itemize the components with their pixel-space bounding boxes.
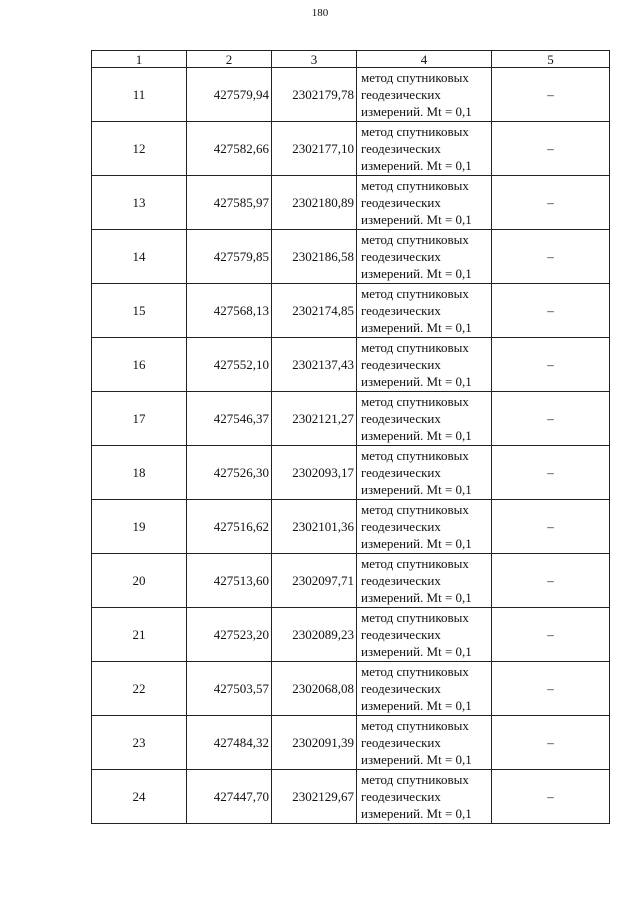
table-row — [92, 284, 610, 338]
x-coordinate-cell: 427484,32 — [187, 716, 272, 770]
method-text-line: измерений. Mt = 0,1 — [361, 158, 472, 173]
table-body — [92, 68, 610, 824]
method-text-line: геодезических — [361, 465, 441, 480]
method-text-line: измерений. Mt = 0,1 — [361, 806, 472, 821]
table-row — [92, 446, 610, 500]
method-text-line: измерений. Mt = 0,1 — [361, 698, 472, 713]
point-number-cell: 19 — [92, 500, 187, 554]
y-coordinate-cell: 2302068,08 — [272, 662, 357, 716]
method-text-line: геодезических — [361, 195, 441, 210]
method-cell — [357, 608, 492, 662]
note-cell: – — [492, 230, 610, 284]
note-cell: – — [492, 554, 610, 608]
header-col-1: 1 — [92, 51, 187, 68]
method-text-line: геодезических — [361, 303, 441, 318]
x-coordinate-cell: 427513,60 — [187, 554, 272, 608]
method-cell — [357, 662, 492, 716]
header-col-2: 2 — [187, 51, 272, 68]
method-cell — [357, 122, 492, 176]
method-text-line: геодезических — [361, 789, 441, 804]
method-cell — [357, 554, 492, 608]
table-row — [92, 770, 610, 824]
coordinates-table — [91, 50, 610, 824]
method-text-line: метод спутниковых — [361, 340, 469, 355]
x-coordinate-cell: 427579,85 — [187, 230, 272, 284]
method-text-line: геодезических — [361, 411, 441, 426]
point-number-cell: 24 — [92, 770, 187, 824]
point-number-cell: 20 — [92, 554, 187, 608]
y-coordinate-cell: 2302179,78 — [272, 68, 357, 122]
method-text-line: измерений. Mt = 0,1 — [361, 590, 472, 605]
method-text-line: метод спутниковых — [361, 448, 469, 463]
method-text-line: измерений. Mt = 0,1 — [361, 320, 472, 335]
x-coordinate-cell: 427579,94 — [187, 68, 272, 122]
x-coordinate-cell: 427568,13 — [187, 284, 272, 338]
y-coordinate-cell: 2302101,36 — [272, 500, 357, 554]
y-coordinate-cell: 2302093,17 — [272, 446, 357, 500]
method-text-line: метод спутниковых — [361, 286, 469, 301]
note-cell: – — [492, 608, 610, 662]
x-coordinate-cell: 427503,57 — [187, 662, 272, 716]
y-coordinate-cell: 2302129,67 — [272, 770, 357, 824]
table-row — [92, 392, 610, 446]
method-cell — [357, 392, 492, 446]
method-text-line: измерений. Mt = 0,1 — [361, 536, 472, 551]
method-text-line: метод спутниковых — [361, 556, 469, 571]
note-cell: – — [492, 338, 610, 392]
x-coordinate-cell: 427447,70 — [187, 770, 272, 824]
x-coordinate-cell: 427523,20 — [187, 608, 272, 662]
note-cell: – — [492, 446, 610, 500]
note-cell: – — [492, 68, 610, 122]
table-header — [92, 51, 610, 68]
table-row — [92, 554, 610, 608]
method-text-line: геодезических — [361, 735, 441, 750]
table-row — [92, 716, 610, 770]
method-text-line: измерений. Mt = 0,1 — [361, 374, 472, 389]
method-text-line: метод спутниковых — [361, 124, 469, 139]
method-text-line: метод спутниковых — [361, 502, 469, 517]
point-number-cell: 22 — [92, 662, 187, 716]
method-cell — [357, 68, 492, 122]
table-row — [92, 230, 610, 284]
method-text-line: геодезических — [361, 249, 441, 264]
note-cell: – — [492, 500, 610, 554]
y-coordinate-cell: 2302097,71 — [272, 554, 357, 608]
y-coordinate-cell: 2302177,10 — [272, 122, 357, 176]
y-coordinate-cell: 2302121,27 — [272, 392, 357, 446]
y-coordinate-cell: 2302137,43 — [272, 338, 357, 392]
method-cell — [357, 284, 492, 338]
table-row — [92, 122, 610, 176]
method-text-line: метод спутниковых — [361, 70, 469, 85]
method-text-line: геодезических — [361, 681, 441, 696]
point-number-cell: 23 — [92, 716, 187, 770]
y-coordinate-cell: 2302180,89 — [272, 176, 357, 230]
y-coordinate-cell: 2302174,85 — [272, 284, 357, 338]
point-number-cell: 14 — [92, 230, 187, 284]
method-text-line: геодезических — [361, 519, 441, 534]
table-row — [92, 500, 610, 554]
point-number-cell: 15 — [92, 284, 187, 338]
note-cell: – — [492, 662, 610, 716]
method-text-line: метод спутниковых — [361, 178, 469, 193]
point-number-cell: 12 — [92, 122, 187, 176]
y-coordinate-cell: 2302089,23 — [272, 608, 357, 662]
header-row — [92, 51, 610, 68]
header-col-3: 3 — [272, 51, 357, 68]
note-cell: – — [492, 176, 610, 230]
table-row — [92, 176, 610, 230]
method-cell — [357, 770, 492, 824]
header-col-5: 5 — [492, 51, 610, 68]
method-text-line: геодезических — [361, 141, 441, 156]
method-text-line: метод спутниковых — [361, 610, 469, 625]
note-cell: – — [492, 770, 610, 824]
point-number-cell: 17 — [92, 392, 187, 446]
method-cell — [357, 338, 492, 392]
table-row — [92, 68, 610, 122]
method-text-line: метод спутниковых — [361, 772, 469, 787]
method-text-line: метод спутниковых — [361, 394, 469, 409]
point-number-cell: 13 — [92, 176, 187, 230]
method-cell — [357, 716, 492, 770]
method-text-line: метод спутниковых — [361, 664, 469, 679]
method-cell — [357, 446, 492, 500]
table-row — [92, 608, 610, 662]
method-text-line: метод спутниковых — [361, 232, 469, 247]
method-text-line: геодезических — [361, 627, 441, 642]
method-cell — [357, 230, 492, 284]
x-coordinate-cell: 427546,37 — [187, 392, 272, 446]
note-cell: – — [492, 716, 610, 770]
method-text-line: измерений. Mt = 0,1 — [361, 752, 472, 767]
point-number-cell: 16 — [92, 338, 187, 392]
x-coordinate-cell: 427585,97 — [187, 176, 272, 230]
method-text-line: измерений. Mt = 0,1 — [361, 104, 472, 119]
table-row — [92, 338, 610, 392]
x-coordinate-cell: 427526,30 — [187, 446, 272, 500]
method-text-line: измерений. Mt = 0,1 — [361, 212, 472, 227]
note-cell: – — [492, 392, 610, 446]
method-text-line: измерений. Mt = 0,1 — [361, 266, 472, 281]
method-cell — [357, 500, 492, 554]
x-coordinate-cell: 427582,66 — [187, 122, 272, 176]
x-coordinate-cell: 427516,62 — [187, 500, 272, 554]
page-number: 180 — [311, 7, 329, 19]
method-text-line: геодезических — [361, 573, 441, 588]
method-text-line: метод спутниковых — [361, 718, 469, 733]
method-cell — [357, 176, 492, 230]
table-row — [92, 662, 610, 716]
method-text-line: геодезических — [361, 357, 441, 372]
y-coordinate-cell: 2302091,39 — [272, 716, 357, 770]
y-coordinate-cell: 2302186,58 — [272, 230, 357, 284]
point-number-cell: 18 — [92, 446, 187, 500]
x-coordinate-cell: 427552,10 — [187, 338, 272, 392]
method-text-line: геодезических — [361, 87, 441, 102]
method-text-line: измерений. Mt = 0,1 — [361, 428, 472, 443]
method-text-line: измерений. Mt = 0,1 — [361, 482, 472, 497]
header-col-4: 4 — [357, 51, 492, 68]
note-cell: – — [492, 122, 610, 176]
note-cell: – — [492, 284, 610, 338]
method-text-line: измерений. Mt = 0,1 — [361, 644, 472, 659]
point-number-cell: 11 — [92, 68, 187, 122]
point-number-cell: 21 — [92, 608, 187, 662]
